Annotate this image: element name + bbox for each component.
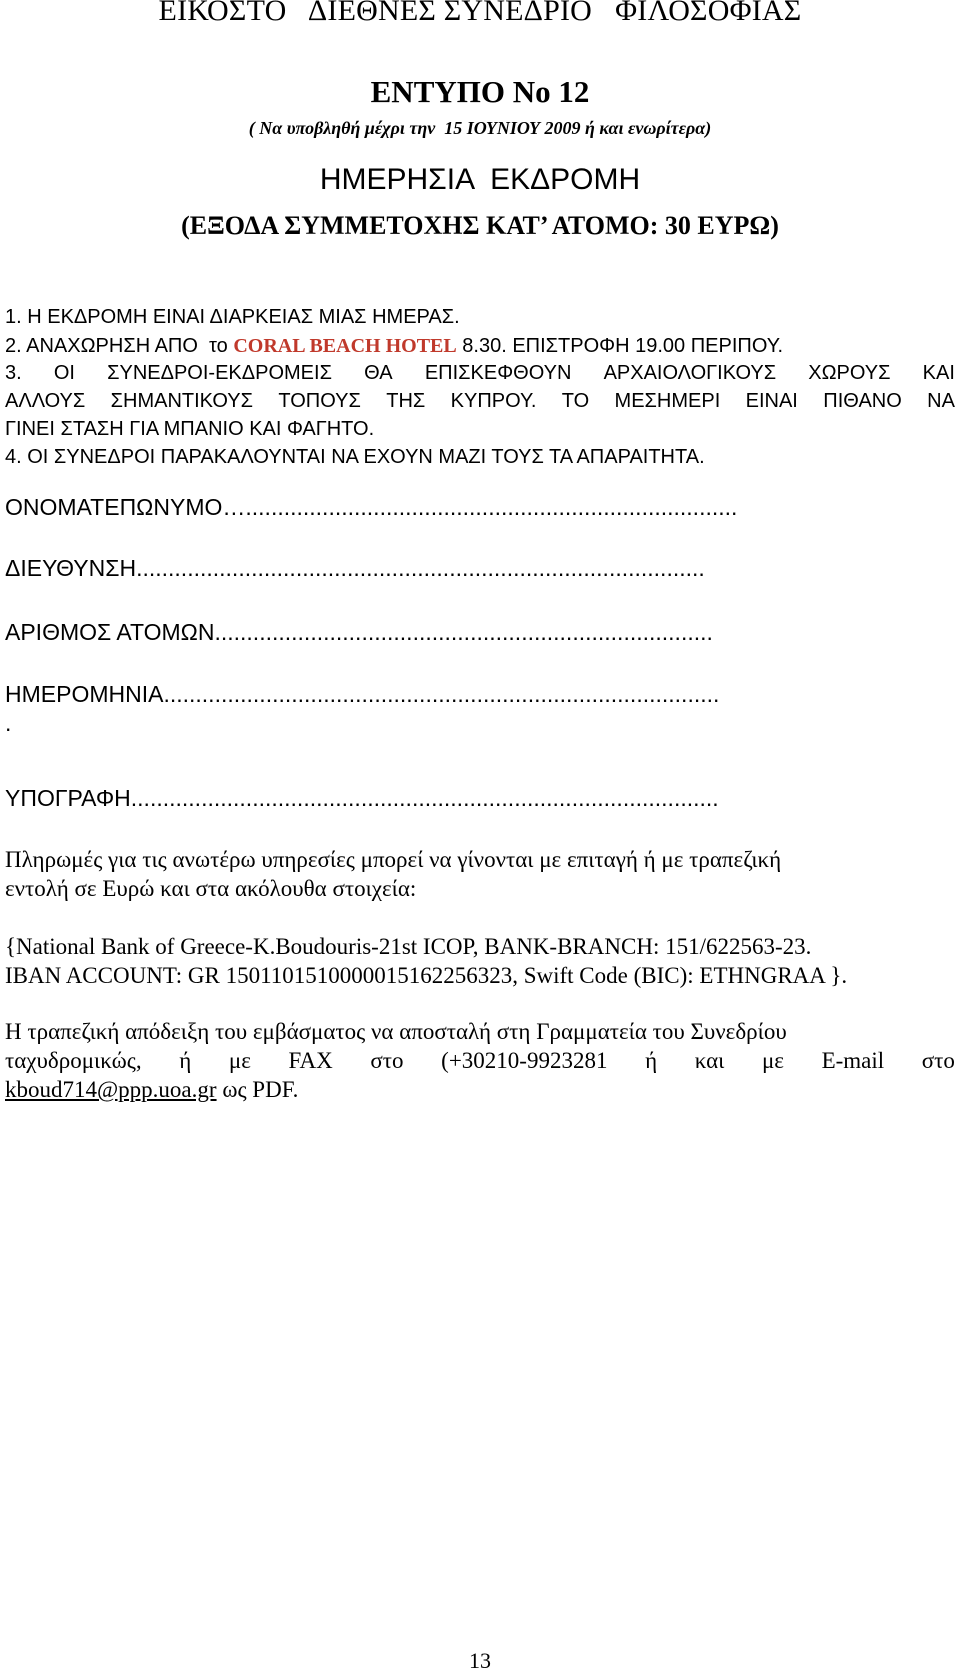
word: με — [761, 1048, 784, 1073]
receipt-suffix: ως PDF. — [216, 1077, 299, 1102]
word: ΚΑΙ — [922, 362, 955, 384]
word: με — [228, 1048, 251, 1073]
word: ΑΡΧΑΙΟΛΟΓΙΚΟΥΣ — [603, 362, 777, 384]
word: FAX — [288, 1048, 333, 1073]
date-field[interactable]: ΗΜΕΡΟΜΗΝΙΑ....................................................................................... — [5, 681, 720, 707]
item-2 — [5, 335, 783, 358]
bank-details-line-2: IBAN ACCOUNT: GR 1501101510000015162256323, Swift Code (BIC): ETHNGRAA }. — [5, 963, 848, 988]
item-1: 1. Η ΕΚΔΡΟΜΗ ΕΙΝΑΙ ΔΙΑΡΚΕΙΑΣ ΜΙΑΣ ΗΜΕΡΑΣ. — [5, 306, 460, 328]
payment-text-line-2: εντολή σε Ευρώ και στα ακόλουθα στοιχεία: — [5, 876, 417, 901]
word: ΠΙΘΑΝΟ — [823, 390, 902, 412]
conference-title: ΕΙΚΟΣΤΟ ΔΙΕΘΝΕΣ ΣΥΝΕΔΡΙΟ ΦΙΛΟΣΟΦΙΑΣ — [158, 0, 802, 27]
email-link[interactable]: kboud714@ppp.uoa.gr — [5, 1077, 217, 1102]
excursion-title: ΗΜΕΡΗΣΙΑ ΕΚΔΡΟΜΗ — [319, 163, 641, 196]
bank-details-line-1: {National Bank of Greece-K.Boudouris-21st ICOP, BANK-BRANCH: 151/622563-23. — [5, 934, 812, 959]
word: ΤΟΠΟΥΣ — [278, 390, 361, 412]
word: 3. — [5, 362, 22, 384]
word: ΟΙ — [53, 362, 75, 384]
item-3-line-1 — [5, 362, 955, 385]
word: ή — [645, 1048, 658, 1073]
word: ΜΕΣΗΜΕΡΙ — [614, 390, 721, 412]
payment-text-line-1: Πληρωμές για τις ανωτέρω υπηρεσίες μπορεί να γίνονται με επιταγή ή με τραπεζική — [5, 847, 782, 872]
word: ΑΛΛΟΥΣ — [5, 390, 86, 412]
name-field[interactable]: ΟΝΟΜΑΤΕΠΩΝΥΜΟ…............................................................................. — [5, 494, 738, 520]
hotel-name: CORAL BEACH HOTEL — [233, 335, 457, 357]
word: ΣΗΜΑΝΤΙΚΟΥΣ — [110, 390, 254, 412]
signature-field[interactable]: ΥΠΟΓΡΑΦΗ............................................................................................ — [5, 785, 719, 811]
page-number: 13 — [469, 1648, 491, 1673]
receipt-text-line-3 — [5, 1077, 298, 1103]
item-4: 4. ΟΙ ΣΥΝΕΔΡΟΙ ΠΑΡΑΚΑΛΟΥΝΤΑΙ ΝΑ ΕΧΟΥΝ ΜΑΖΙ ΤΟΥΣ ΤΑ ΑΠΑΡΑΙΤΗΤΑ. — [5, 446, 705, 468]
word: ή — [179, 1048, 192, 1073]
word: και — [694, 1048, 725, 1073]
word: ΚΥΠΡΟΥ. — [450, 390, 537, 412]
item-3-line-2 — [5, 390, 955, 413]
word: στο — [921, 1048, 955, 1073]
word: ΕΙΝΑΙ — [745, 390, 798, 412]
form-number: ΕΝΤΥΠΟ Νο 12 — [370, 74, 590, 109]
receipt-text-line-2 — [5, 1048, 955, 1074]
item-3-line-3: ΓΙΝΕΙ ΣΤΑΣΗ ΓΙΑ ΜΠΑΝΙΟ ΚΑΙ ΦΑΓΗΤΟ. — [5, 418, 375, 440]
word: ΝΑ — [927, 390, 955, 412]
word: ταχυδρομικώς, — [5, 1048, 142, 1073]
persons-field[interactable]: ΑΡΙΘΜΟΣ ΑΤΟΜΩΝ.............................................................................. — [5, 619, 713, 645]
item-2-prefix: 2. ΑΝΑΧΩΡΗΣΗ ΑΠΟ το — [5, 335, 234, 357]
word: στο — [370, 1048, 404, 1073]
word: ΧΩΡΟΥΣ — [808, 362, 891, 384]
word: (+30210-9923281 — [441, 1048, 608, 1073]
address-field[interactable]: ΔΙΕΥΘΥΝΣΗ......................................................................................... — [5, 555, 705, 581]
receipt-text-line-1: Η τραπεζική απόδειξη του εμβάσματος να αποσταλή στη Γραμματεία του Συνεδρίου — [5, 1019, 787, 1044]
word: E-mail — [821, 1048, 885, 1073]
word: ΤΗΣ — [386, 390, 426, 412]
date-field-continuation: . — [5, 710, 12, 736]
word: ΕΠΙΣΚΕΦΘΟΥΝ — [424, 362, 572, 384]
word: ΤΟ — [561, 390, 590, 412]
word: ΣΥΝΕΔΡΟΙ-ΕΚΔΡΟΜΕΙΣ — [107, 362, 332, 384]
deadline-note: ( Να υποβληθή μέχρι την 15 ΙΟΥΝΙΟΥ 2009 ή και ενωρίτερα) — [248, 118, 712, 138]
excursion-cost: (ΕΞΟΔΑ ΣΥΜΜΕΤΟΧΗΣ ΚΑΤ’ ΑΤΟΜΟ: 30 ΕΥΡΩ) — [181, 211, 779, 240]
word: ΘΑ — [364, 362, 393, 384]
item-2-suffix: 8.30. ΕΠΙΣΤΡΟΦΗ 19.00 ΠΕΡΙΠΟΥ. — [456, 335, 784, 357]
